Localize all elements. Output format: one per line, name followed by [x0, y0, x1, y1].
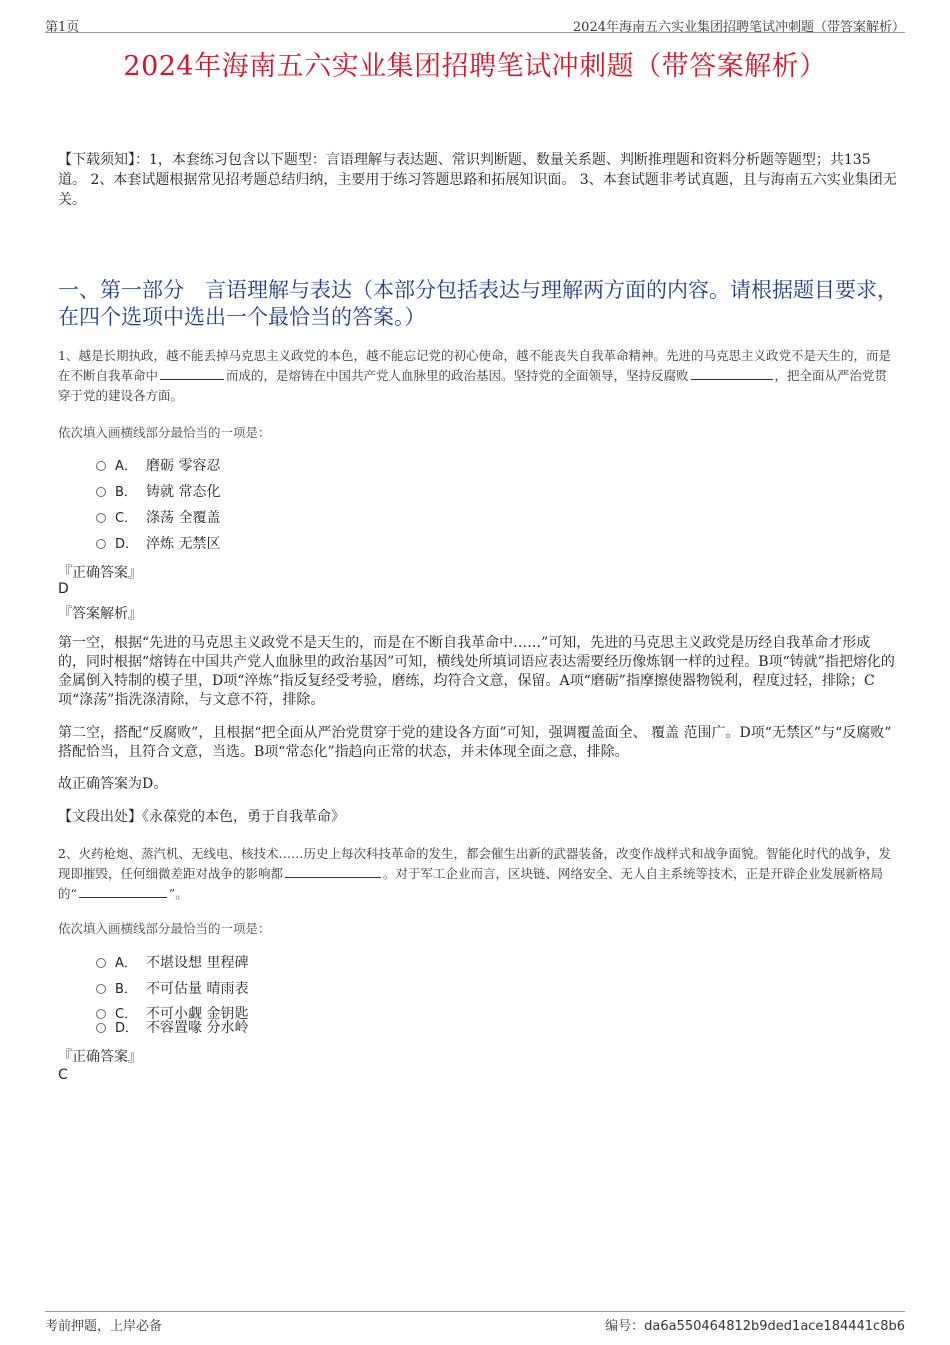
option-text: 不堪设想 里程碑	[146, 955, 249, 971]
question-2-text-part-2: 。对于军工企业而言，区块链、网络安全、无人自主系统等技术，正是开辟企业发展新格局的“	[58, 866, 884, 901]
header-divider	[45, 32, 905, 33]
option-letter: D．	[115, 537, 139, 552]
footer-slogan: 考前押题，上岸必备	[45, 1319, 163, 1334]
radio-button[interactable]	[96, 958, 106, 968]
radio-button[interactable]	[96, 984, 106, 994]
question-2-text-part-1: 2、火药枪炮、蒸汽机、无线电、核技术……历史上每次科技革命的发生，都会催生出新的武器装备，改变作战样式和战争面貌。智能化时代的战争，发现即摧毁，任何细微差距对战争的影响都	[58, 846, 891, 881]
answer-label: 『正确答案』	[58, 1049, 142, 1065]
question-1-option-b[interactable]	[96, 482, 220, 502]
footer-divider	[45, 1311, 905, 1312]
option-letter: B．	[115, 982, 137, 997]
analysis-paragraph: 第二空，搭配“反腐败”，且根据“把全面从严治党贯穿于党的建设各方面”可知，强调覆盖面全、 覆盖 范围广。D项“无禁区”与“反腐败” 搭配恰当，且符合文意，当选。B项“常态化”指趋向正常的状态，并未体现全面之意，排除。	[58, 725, 892, 760]
question-1-text-part-1: 1、越是长期执政，越不能丢掉马克思主义政党的本色，越不能忘记党的初心使命，越不能丧失自我革命精神。先进的马克思主义政党不是天生的，而是在不断自我革命中	[58, 348, 891, 383]
option-text: 淬炼 无禁区	[146, 536, 221, 552]
document-code-value: da6a550464812b9ded1ace184441c8b6	[644, 1319, 905, 1334]
question-1-option-a[interactable]	[96, 456, 220, 476]
option-letter: C．	[115, 511, 138, 526]
radio-button[interactable]	[96, 487, 106, 497]
radio-button[interactable]	[96, 513, 106, 523]
question-2-text-part-3: ”。	[168, 886, 188, 901]
document-code-label: 编号：	[605, 1319, 645, 1334]
answer-label: 『正确答案』	[58, 565, 142, 581]
option-text: 不容置喙 分水岭	[146, 1020, 249, 1036]
question-2-prompt: 依次填入画横线部分最恰当的一项是：	[58, 921, 271, 936]
radio-button[interactable]	[96, 539, 106, 549]
question-1-prompt: 依次填入画横线部分最恰当的一项是：	[58, 425, 271, 440]
section-heading: 一、第一部分 言语理解与表达（本部分包括表达与理解两方面的内容。请根据题目要求，在四个选项中选出一个最恰当的答案。）	[58, 278, 898, 329]
question-1-text	[58, 346, 896, 406]
fill-blank	[285, 864, 381, 878]
analysis-paragraph: 第一空，根据“先进的马克思主义政党不是天生的，而是在不断自我革命中……”可知，先进的马克思主义政党是历经自我革命才形成的，同时根据“熔铸在中国共产党人血脉里的政治基因”可知，横线处所填词语应表达需要经历像炼钢一样的过程。B项“铸就”指把熔化的金属倒入特制的模子里，D项“淬炼”指反复经受考验，磨练，均符合文意，保留。A项“磨砺”指摩擦使器物锐利，程度过轻，排除；C项“涤荡”指洗涤清除，与文意不符，排除。	[58, 635, 895, 708]
option-text: 涤荡 全覆盖	[146, 510, 221, 526]
question-1-text-part-3: ，把全面从严治党贯穿于党的建设各方面。	[58, 368, 888, 403]
fill-blank	[79, 884, 167, 898]
option-letter: B．	[115, 485, 137, 500]
page-number: 第1页	[45, 20, 80, 35]
fill-blank	[691, 366, 773, 380]
option-letter: C．	[115, 1007, 138, 1022]
answer-value: D	[58, 581, 69, 597]
header-doc-title: 2024年海南五六实业集团招聘笔试冲刺题（带答案解析）	[572, 20, 905, 35]
option-text: 铸就 常态化	[146, 484, 221, 500]
question-1-option-c[interactable]	[96, 508, 220, 528]
answer-value: C	[58, 1067, 68, 1083]
page-title: 2024年海南五六实业集团招聘笔试冲刺题（带答案解析）	[123, 51, 827, 82]
question-1-text-part-2: 而成的，是熔铸在中国共产党人血脉里的政治基因。坚持党的全面领导，坚持反腐败	[226, 368, 689, 383]
source-citation: 【文段出处】《永葆党的本色，勇于自我革命》	[58, 809, 345, 825]
question-2-option-d[interactable]	[96, 1018, 248, 1038]
option-text: 不可小觑 金钥匙	[146, 1006, 249, 1022]
download-notice: 【下载须知】：1，本套练习包含以下题型：言语理解与表达题、常识判断题、数量关系题、判断推理题和资料分析题等题型；共135道。 2、本套试题根据常见招考题总结归纳，主要用于练习答题思路和拓展知识面。 3、本套试题非考试真题，且与海南五六实业集团无关。	[58, 152, 897, 208]
fill-blank	[160, 366, 224, 380]
question-2-option-a[interactable]	[96, 953, 248, 973]
question-2-text	[58, 844, 896, 904]
document-code	[605, 1315, 905, 1334]
analysis-conclusion: 故正确答案为D。	[58, 776, 168, 792]
option-text: 磨砺 零容忍	[146, 458, 221, 474]
option-letter: A．	[115, 459, 137, 474]
option-text: 不可估量 晴雨表	[146, 981, 249, 997]
radio-button[interactable]	[96, 1023, 106, 1033]
radio-button[interactable]	[96, 461, 106, 471]
option-letter: A．	[115, 956, 137, 971]
analysis-label: 『答案解析』	[58, 606, 142, 622]
option-letter: D．	[115, 1021, 139, 1036]
question-2-option-b[interactable]	[96, 979, 248, 999]
question-1-option-d[interactable]	[96, 534, 220, 554]
